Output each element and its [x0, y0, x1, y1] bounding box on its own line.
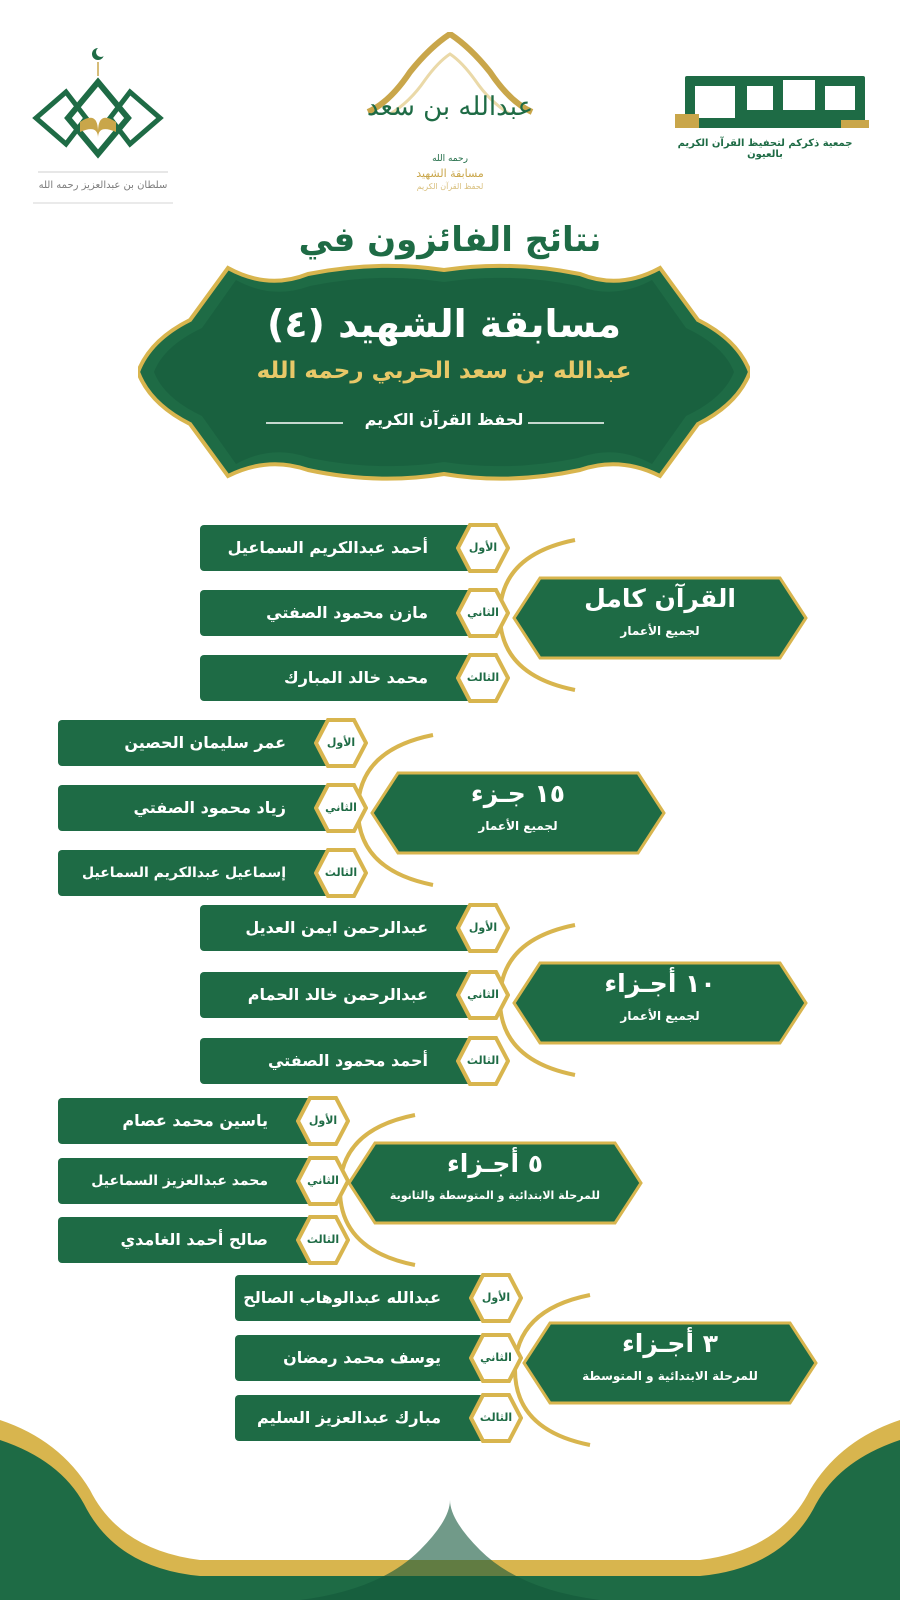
category-badge	[345, 1137, 645, 1229]
winner-row	[200, 972, 499, 1018]
rank-badge	[296, 1094, 350, 1148]
category-subtitle: لجميع الأعمار	[478, 819, 558, 833]
winner-row	[58, 785, 357, 831]
winner-name: عبدالرحمن ايمن العديل	[245, 918, 428, 937]
winner-row	[235, 1275, 511, 1321]
winner-name: عبدالرحمن خالد الحمام	[247, 985, 428, 1004]
rank-label: الأول	[481, 1291, 511, 1304]
category-badge	[510, 957, 810, 1049]
result-group-5-parts	[0, 1095, 900, 1285]
winner-name: أحمد عبدالكريم السماعيل	[227, 538, 428, 557]
banner-title: مسابقة الشهيد (٤)	[266, 302, 622, 346]
rank-label: الأول	[326, 736, 356, 749]
winner-name: عمر سليمان الحصين	[124, 733, 286, 752]
banner-subtitle: عبدالله بن سعد الحربي رحمه الله	[256, 358, 632, 384]
winner-row	[58, 1098, 338, 1144]
rank-label: الثاني	[480, 1351, 512, 1364]
thikrakum-caption: جمعية ذكركم لتحفيظ القرآن الكريم بالعيون	[677, 138, 853, 160]
result-group-3-parts	[0, 1275, 900, 1465]
category-badge	[510, 572, 810, 664]
rank-badge	[296, 1154, 350, 1208]
winner-row	[58, 1217, 340, 1263]
category-badge	[520, 1317, 820, 1409]
rank-label: الثالث	[306, 1233, 340, 1246]
book-diamond-icon	[28, 40, 178, 180]
sultan-logo-caption: سلطان بن عبدالعزيز رحمه الله	[38, 180, 168, 191]
center-logo-line2: مسابقة الشهيد	[416, 167, 484, 180]
rank-label: الثالث	[466, 1054, 500, 1067]
category-badge	[368, 767, 668, 859]
winner-row	[235, 1335, 512, 1381]
rank-badge	[456, 521, 510, 575]
rank-badge	[314, 716, 368, 770]
winner-row	[58, 1158, 339, 1204]
rank-label: الثالث	[479, 1411, 513, 1424]
winner-name: عبدالله عبدالوهاب الصالح	[243, 1288, 441, 1307]
rank-label: الأول	[468, 541, 498, 554]
divider	[28, 200, 178, 206]
wordmark-shape-icon	[665, 70, 875, 136]
category-subtitle: لجميع الأعمار	[620, 624, 700, 638]
result-group-15-parts	[0, 715, 900, 905]
winner-row	[58, 850, 358, 896]
rank-label: الثاني	[325, 801, 357, 814]
winner-name: إسماعيل عبدالكريم السماعيل	[82, 865, 286, 881]
category-subtitle: لجميع الأعمار	[620, 1009, 700, 1023]
category-title: ١٠ أجـزاء	[604, 969, 716, 998]
category-subtitle: للمرحلة الابتدائية و المتوسطة والثانوية	[389, 1189, 601, 1202]
winner-name: صالح أحمد الغامدي	[120, 1230, 268, 1249]
rank-badge	[456, 901, 510, 955]
winner-name: مبارك عبدالعزيز السليم	[257, 1408, 441, 1427]
winner-row	[200, 590, 499, 636]
page-title: نتائج الفائزون في	[298, 220, 602, 260]
winner-name: ياسين محمد عصام	[122, 1111, 268, 1130]
rank-badge	[314, 781, 368, 835]
rank-badge	[456, 1034, 510, 1088]
category-title: ٣ أجـزاء	[621, 1329, 718, 1358]
rank-label: الأول	[308, 1114, 338, 1127]
rank-label: الثاني	[467, 606, 499, 619]
category-title: القرآن كامل	[584, 584, 736, 613]
winner-name: محمد عبدالعزيز السماعيل	[91, 1173, 268, 1189]
rank-label: الثالث	[324, 866, 358, 879]
sultan-logo	[28, 40, 178, 210]
center-logo-line3: لحفظ القرآن الكريم	[416, 182, 484, 191]
winner-row	[235, 1395, 513, 1441]
rank-badge	[469, 1331, 523, 1385]
winner-name: زياد محمود الصفتي	[133, 798, 286, 817]
category-title: ١٥ جـزء	[470, 779, 566, 808]
result-group-quran-full	[0, 520, 900, 710]
calligraphy-name: عبدالله بن سعد	[366, 92, 534, 122]
banner-tagline: لحفظ القرآن الكريم	[364, 410, 524, 429]
rank-badge	[469, 1391, 523, 1445]
rank-badge	[456, 651, 510, 705]
rank-label: الثاني	[307, 1174, 339, 1187]
rank-label: الأول	[468, 921, 498, 934]
rank-badge	[456, 586, 510, 640]
competition-banner	[138, 260, 750, 485]
winner-name: يوسف محمد رمضان	[283, 1348, 441, 1367]
rank-label: الثالث	[466, 671, 500, 684]
rank-label: الثاني	[467, 988, 499, 1001]
rank-badge	[456, 968, 510, 1022]
winner-name: أحمد محمود الصفتي	[267, 1051, 428, 1070]
result-group-10-parts	[0, 905, 900, 1095]
thikrakum-logo	[660, 70, 880, 160]
competition-logo	[360, 32, 540, 202]
winner-name: مازن محمود الصفتي	[266, 603, 428, 622]
winner-row	[200, 905, 498, 951]
rank-badge	[314, 846, 368, 900]
winner-row	[58, 720, 356, 766]
category-subtitle: للمرحلة الابتدائية و المتوسطة	[582, 1369, 758, 1383]
winner-row	[200, 1038, 500, 1084]
rank-badge	[469, 1271, 523, 1325]
rank-badge	[296, 1213, 350, 1267]
winner-row	[200, 525, 498, 571]
category-title: ٥ أجـزاء	[446, 1149, 543, 1178]
winner-row	[200, 655, 500, 701]
center-logo-line1: رحمه الله	[432, 154, 468, 164]
winner-name: محمد خالد المبارك	[284, 668, 428, 687]
